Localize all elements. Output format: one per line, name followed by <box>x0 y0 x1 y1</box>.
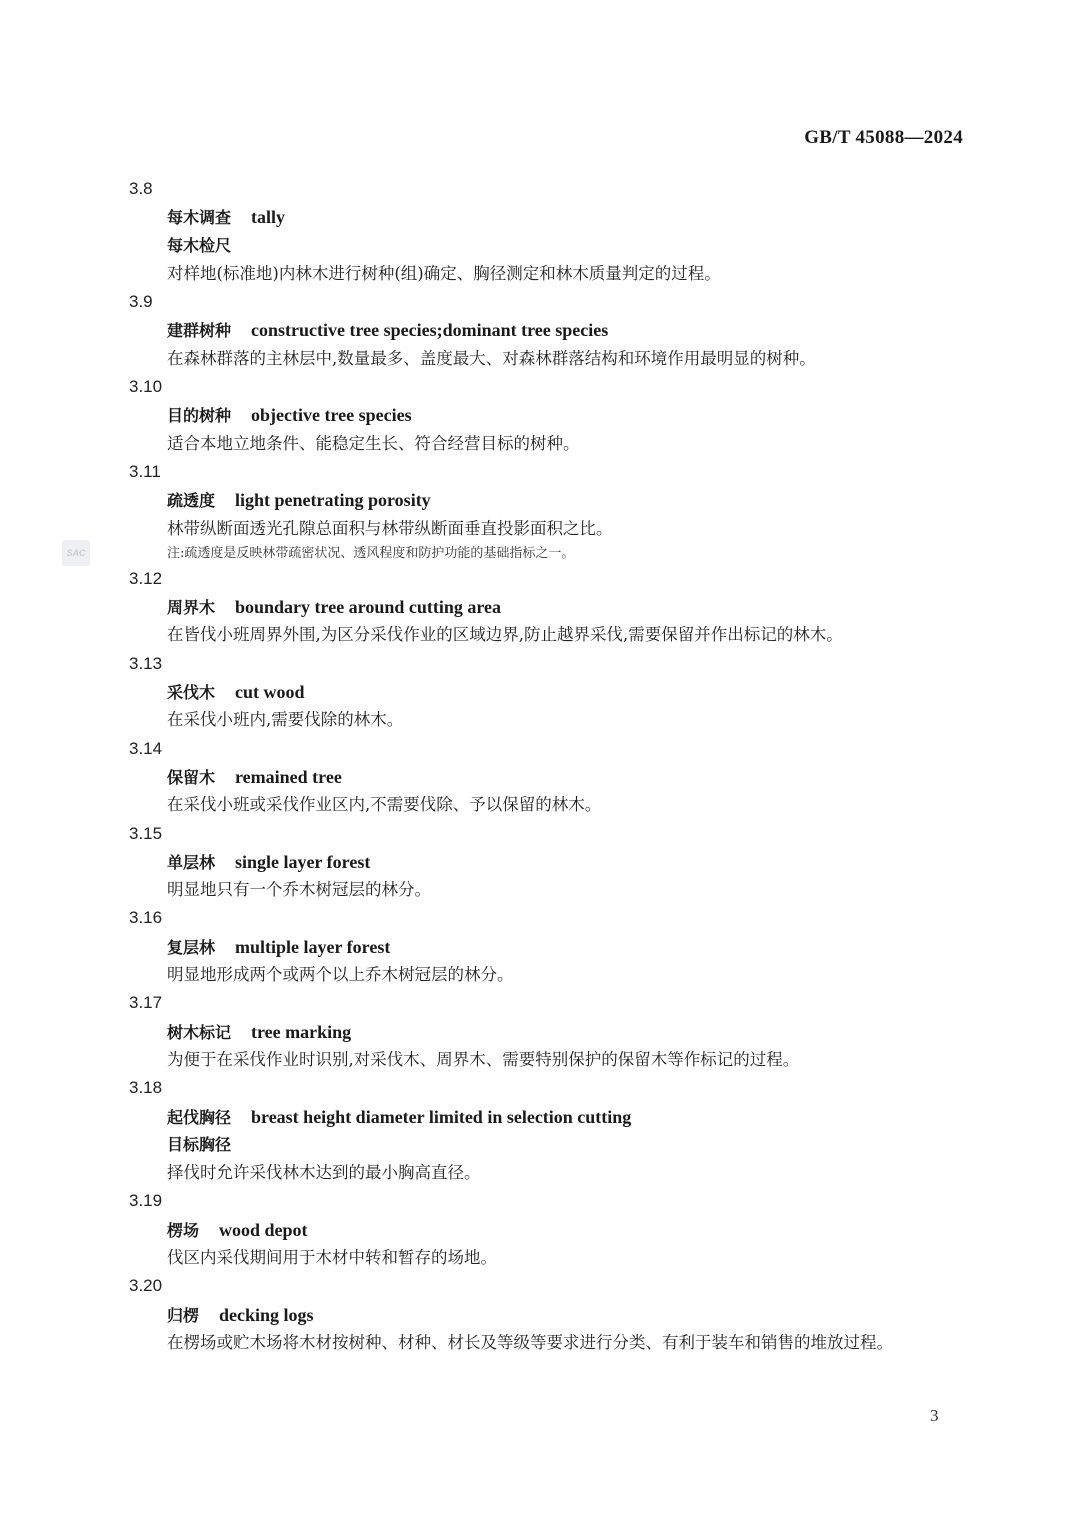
term-en: boundary tree around cutting area <box>235 597 502 618</box>
entry-number: 3.16 <box>129 908 163 928</box>
entry-number: 3.20 <box>129 1276 163 1296</box>
term-en: light penetrating porosity <box>235 490 431 511</box>
term-en: remained tree <box>235 766 342 787</box>
term-zh: 复层林 <box>167 937 216 957</box>
term-heading <box>129 1018 965 1046</box>
term-heading <box>129 1301 965 1329</box>
term-heading <box>129 933 965 961</box>
term-heading <box>129 848 965 876</box>
term-definition: 对样地(标准地)内林木进行树种(组)确定、胸径测定和林木质量判定的过程。 <box>167 263 721 283</box>
term-heading <box>129 486 965 514</box>
entry-number: 3.17 <box>129 993 163 1013</box>
term-en: single layer forest <box>235 851 371 872</box>
entry-number: 3.8 <box>129 179 153 198</box>
term-zh: 楞场 <box>167 1220 200 1240</box>
term-heading <box>129 1216 965 1244</box>
term-definition: 明显地只有一个乔木树冠层的林分。 <box>167 880 431 900</box>
term-zh: 周界木 <box>167 598 216 618</box>
term-zh: 起伐胸径 <box>167 1107 232 1127</box>
entry-number: 3.19 <box>129 1191 163 1211</box>
term-note: 注:疏透度是反映林带疏密状况、透风程度和防护功能的基础指标之一。 <box>167 545 575 561</box>
term-definition: 为便于在采伐作业时识别,对采伐木、周界木、需要特别保护的保留木等作标记的过程。 <box>167 1049 800 1069</box>
term-definition: 明显地形成两个或两个以上乔木树冠层的林分。 <box>167 965 514 985</box>
term-en: multiple layer forest <box>235 936 391 957</box>
term-en: cut wood <box>235 682 305 703</box>
entry-number: 3.9 <box>129 292 153 312</box>
term-zh: 每木调查 <box>167 208 232 228</box>
entry-number: 3.18 <box>129 1078 163 1098</box>
term-alternative: 每木检尺 <box>167 235 232 255</box>
term-alternative: 目标胸径 <box>167 1134 232 1154</box>
term-zh: 树木标记 <box>167 1022 232 1042</box>
term-definition-text: 在楞场或贮木场将木材按树种、材种、材长及等级等要求进行分类、有利于装车和销售的堆放过程。 <box>167 1332 893 1352</box>
term-definition: 伐区内采伐期间用于木材中转和暂存的场地。 <box>167 1247 497 1267</box>
sac-watermark-logo: SAC <box>62 540 90 566</box>
entry-number: 3.15 <box>129 823 163 843</box>
term-zh: 目的树种 <box>167 406 232 426</box>
entry-number: 3.11 <box>129 461 161 481</box>
term-en: breast height diameter limited in selection cutting <box>251 1106 632 1127</box>
term-en: wood depot <box>219 1219 308 1240</box>
term-zh: 单层林 <box>167 852 216 872</box>
term-definition: 在采伐小班内,需要伐除的林木。 <box>167 710 404 730</box>
standard-code: GB/T 45088—2024 <box>804 127 963 148</box>
term-definition: 林带纵断面透光孔隙总面积与林带纵断面垂直投影面积之比。 <box>167 518 613 538</box>
entry-number: 3.12 <box>129 568 163 588</box>
term-definition: 择伐时允许采伐林木达到的最小胸高直径。 <box>167 1163 481 1183</box>
term-heading <box>129 763 965 791</box>
term-heading <box>129 401 965 429</box>
entry-number: 3.14 <box>129 738 163 758</box>
entry-number: 3.10 <box>129 377 163 397</box>
page-number: 3 <box>930 1406 939 1425</box>
term-zh: 建群树种 <box>167 321 232 341</box>
term-zh: 归楞 <box>167 1305 200 1325</box>
term-heading <box>129 678 965 706</box>
term-zh: 采伐木 <box>167 683 216 703</box>
term-en: decking logs <box>219 1304 314 1325</box>
term-en: objective tree species <box>251 405 412 426</box>
term-definition: 适合本地立地条件、能稳定生长、符合经营目标的树种。 <box>167 433 580 453</box>
entry-number: 3.13 <box>129 653 163 673</box>
term-definition: 在采伐小班或采伐作业区内,不需要伐除、予以保留的林木。 <box>167 795 602 815</box>
term-heading <box>129 1103 965 1131</box>
term-heading <box>129 593 965 621</box>
term-en: tree marking <box>251 1021 352 1042</box>
term-definition <box>129 1329 965 1357</box>
term-entries <box>129 175 965 1357</box>
term-en: constructive tree species;dominant tree species <box>251 320 609 341</box>
term-heading <box>129 316 965 344</box>
term-zh: 保留木 <box>167 767 216 787</box>
term-en: tally <box>251 207 286 228</box>
term-definition: 在皆伐小班周界外围,为区分采伐作业的区域边界,防止越界采伐,需要保留并作出标记的林木。 <box>167 625 843 645</box>
term-zh: 疏透度 <box>167 491 216 511</box>
term-definition: 在森林群落的主林层中,数量最多、盖度最大、对森林群落结构和环境作用最明显的树种。 <box>167 348 816 368</box>
term-heading <box>129 203 965 231</box>
